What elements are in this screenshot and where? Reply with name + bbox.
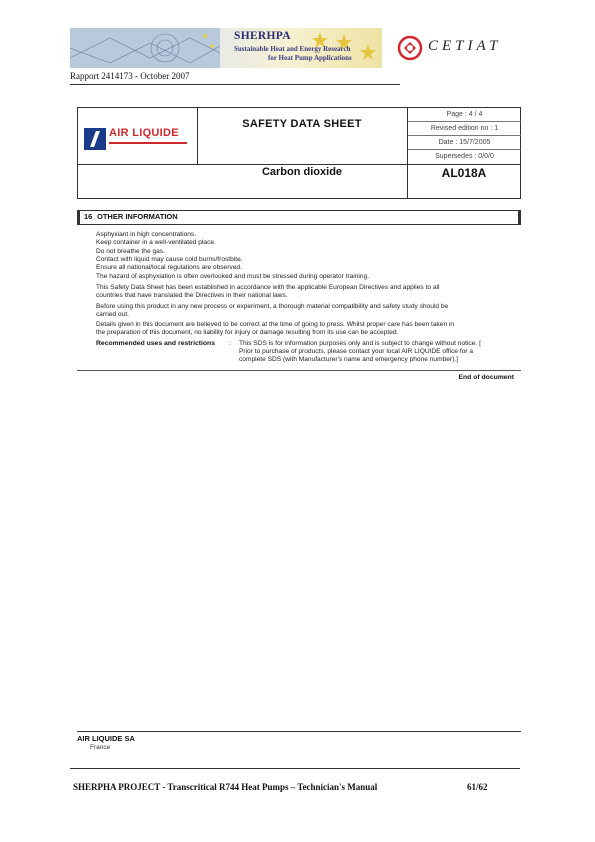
company-footer-divider (77, 731, 521, 732)
meta-date: Date : 15/7/2005 (408, 136, 521, 150)
info-line: countries that have translated the Directives in their national laws. (96, 292, 288, 299)
sds-divider (77, 164, 521, 165)
cetiat-logo-text: CETIAT (428, 38, 502, 54)
recommended-uses-colon: : (229, 340, 231, 347)
banner-subtitle-line-1: Sustainable Heat and Energy Research (234, 45, 351, 53)
recommended-uses-label: Recommended uses and restrictions (96, 340, 215, 347)
banner-subtitle-line-2: for Heat Pump Applications (268, 53, 352, 62)
logo-underline (109, 142, 187, 144)
report-reference: Rapport 2414173 - October 2007 (70, 71, 190, 81)
footer-title: SHERPHA PROJECT - Transcritical R744 Heat Pumps – Technician's Manual (73, 782, 378, 792)
info-line: carried out. (96, 311, 129, 318)
info-line: This Safety Data Sheet has been established in accordance with the applicable European Directives and applies to all (96, 284, 440, 291)
info-line: the preparation of this document, no liability for injury or damage resulting from its use can be accepted. (96, 329, 399, 336)
product-name: Carbon dioxide (261, 166, 343, 178)
recommended-uses-text: complete SDS (with Manufacturer's name and emergency phone number).] (239, 356, 458, 363)
info-line: Ensure all national/local regulations are observed. (96, 264, 242, 271)
air-liquide-logo (84, 124, 188, 152)
company-country: France (90, 744, 111, 751)
air-liquide-mark-icon (84, 128, 106, 150)
banner-title: SHERHPA (234, 30, 291, 42)
footer-divider (70, 768, 520, 769)
banner-subtitle (234, 45, 394, 62)
sds-divider (197, 107, 198, 164)
info-line: Asphyxiant in high concentrations. (96, 231, 197, 238)
page-number: 61/62 (467, 782, 488, 792)
meta-page: Page : 4 / 4 (408, 108, 521, 122)
document-title: SAFETY DATA SHEET (242, 118, 362, 130)
banner-artwork-icon (70, 28, 220, 68)
company-name: AIR LIQUIDE SA (77, 734, 135, 743)
info-line: Do not breathe the gas. (96, 248, 165, 255)
header-divider (70, 84, 400, 85)
info-line: The hazard of asphyxiation is often overlooked and must be stressed during operator training. (96, 273, 370, 280)
info-line: Details given in this document are believed to be correct at the time of going to press. Whilst proper care has been taken in (96, 321, 455, 328)
meta-edition: Revised edition no : 1 (408, 122, 521, 136)
product-code: AL018A (441, 166, 487, 180)
end-of-document: End of document (458, 374, 514, 381)
info-line: Before using this product in any new process or experiment, a thorough material compatibility and safety study should be (96, 303, 449, 310)
end-divider (77, 370, 521, 371)
meta-supersedes: Supersedes : 0/0/0 (435, 153, 494, 160)
section-number: 16 (84, 212, 93, 221)
section-title: OTHER INFORMATION (97, 212, 178, 221)
recommended-uses-text: Prior to purchase of products, please contact your local AIR LIQUIDE office for a (239, 348, 474, 355)
cetiat-logo-icon (396, 34, 424, 62)
info-line: Contact with liquid may cause cold burns/frostbite. (96, 256, 243, 263)
info-line: Keep container in a well-ventilated place. (96, 239, 216, 246)
recommended-uses-text: This SDS is for information purposes only and is subject to change without notice. [ (239, 340, 481, 347)
air-liquide-logo-text: AIR LIQUIDE (109, 127, 179, 139)
